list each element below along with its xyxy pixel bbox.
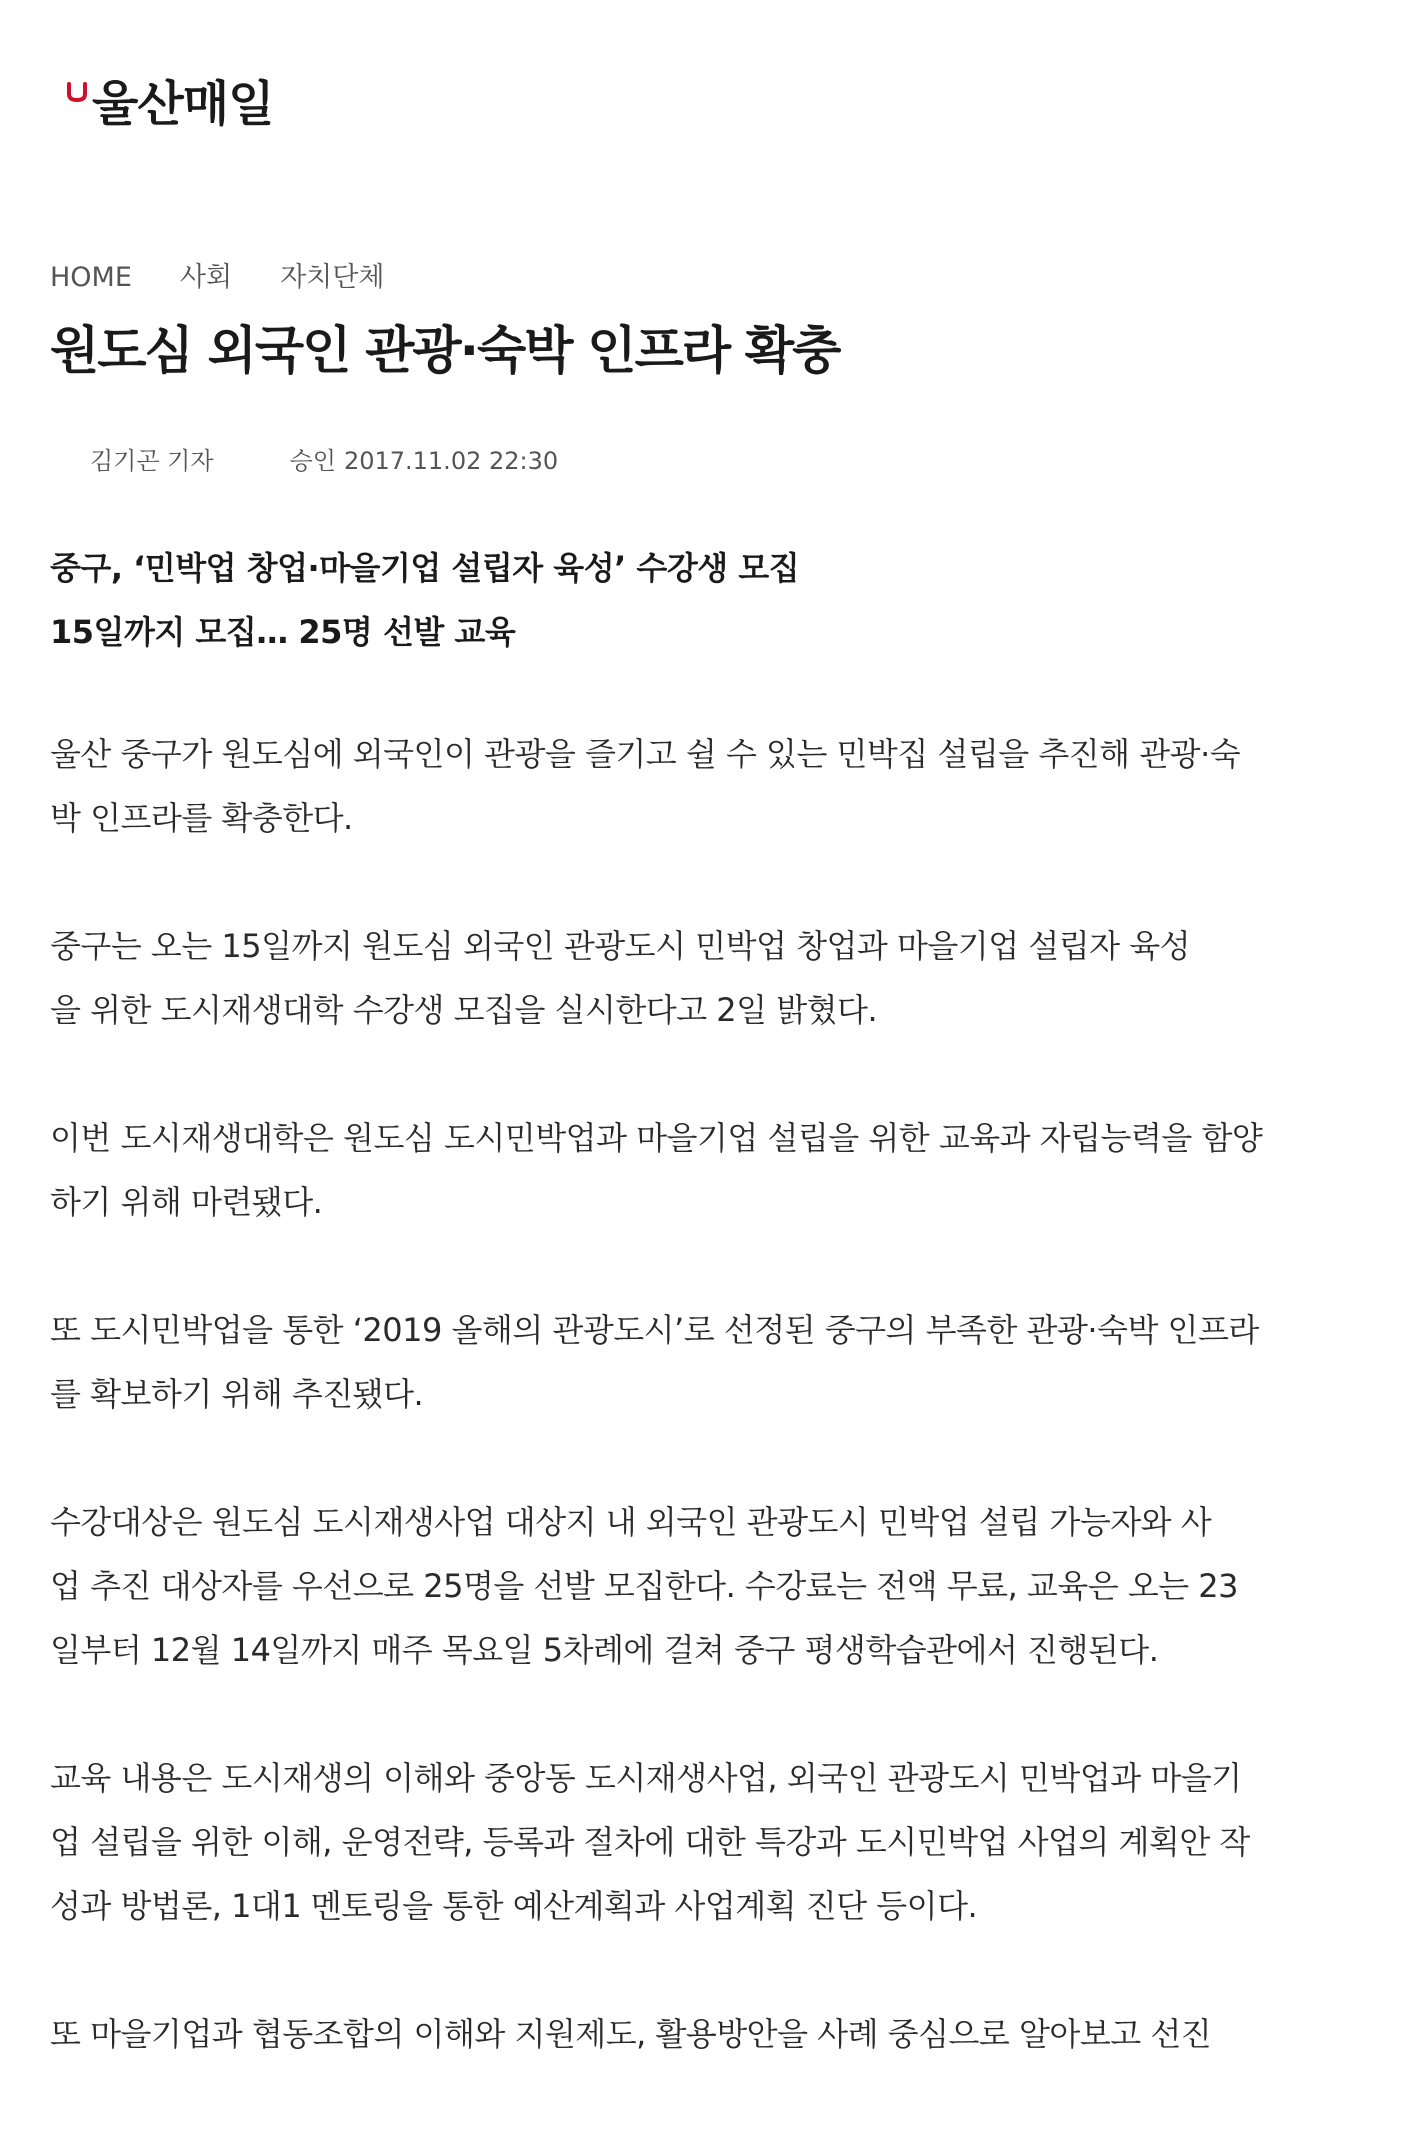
article-body — [50, 722, 1370, 2130]
body-line: 또 마을기업과 협동조합의 이해와 지원제도, 활용방안을 사례 중심으로 알아보고 선진 — [50, 2015, 1212, 2053]
body-paragraph — [50, 914, 1370, 1042]
body-line: 박 인프라를 확충한다. — [50, 799, 353, 837]
body-line: 업 설립을 위한 이해, 운영전략, 등록과 절차에 대한 특강과 도시민박업 사업의 계획안 작 — [50, 1823, 1250, 1861]
breadcrumb — [50, 262, 432, 294]
body-line: 을 위한 도시재생대학 수강생 모집을 실시한다고 2일 밝혔다. — [50, 991, 878, 1029]
breadcrumb-home[interactable]: HOME — [50, 262, 132, 293]
breadcrumb-section[interactable]: 사회 — [179, 262, 233, 293]
body-paragraph — [50, 1298, 1370, 1426]
body-paragraph — [50, 1106, 1370, 1234]
body-paragraph — [50, 1490, 1370, 1682]
body-paragraph — [50, 2002, 1370, 2066]
body-paragraph — [50, 722, 1370, 850]
body-line: 일부터 12월 14일까지 매주 목요일 5차례에 걸쳐 중구 평생학습관에서 진행된다. — [50, 1631, 1159, 1669]
subhead: 15일까지 모집… 25명 선발 교육 — [50, 613, 516, 651]
reporter-name[interactable]: 김기곤 기자 — [90, 447, 214, 475]
body-line: 울산 중구가 원도심에 외국인이 관광을 즐기고 쉴 수 있는 민박집 설립을 추진해 관광·숙 — [50, 735, 1241, 773]
body-line: 교육 내용은 도시재생의 이해와 중앙동 도시재생사업, 외국인 관광도시 민박업과 마을기 — [50, 1759, 1242, 1797]
site-logo[interactable] — [66, 76, 273, 136]
logo-text: 울산매일 — [92, 76, 274, 132]
approved-datetime: 2017.11.02 22:30 — [343, 447, 559, 475]
body-line: 성과 방법론, 1대1 멘토링을 통한 예산계획과 사업계획 진단 등이다. — [50, 1887, 978, 1925]
article-subheads — [50, 536, 1370, 664]
body-line: 중구는 오는 15일까지 원도심 외국인 관광도시 민박업 창업과 마을기업 설립자 육성 — [50, 927, 1191, 965]
body-line: 수강대상은 원도심 도시재생사업 대상지 내 외국인 관광도시 민박업 설립 가능자와 사 — [50, 1503, 1212, 1541]
body-line: 를 확보하기 위해 추진됐다. — [50, 1375, 424, 1413]
body-line: 업 추진 대상자를 우선으로 25명을 선발 모집한다. 수강료는 전액 무료, 교육은 오는 23 — [50, 1567, 1239, 1605]
body-paragraph — [50, 1746, 1370, 1938]
breadcrumb-subsection[interactable]: 자치단체 — [280, 262, 385, 293]
body-line: 또 도시민박업을 통한 ‘2019 올해의 관광도시’로 선정된 중구의 부족한 관광·숙박 인프라 — [50, 1311, 1259, 1349]
subhead: 중구, ‘민박업 창업·마을기업 설립자 육성’ 수강생 모집 — [50, 549, 800, 587]
logo-mark-icon — [66, 82, 88, 104]
article-title: 원도심 외국인 관광·숙박 인프라 확충 — [50, 322, 840, 381]
body-line: 하기 위해 마련됐다. — [50, 1183, 323, 1221]
body-line: 이번 도시재생대학은 원도심 도시민박업과 마을기업 설립을 위한 교육과 자립능력을 함양 — [50, 1119, 1263, 1157]
approved-label: 승인 — [289, 447, 336, 475]
article-byline — [90, 446, 558, 476]
